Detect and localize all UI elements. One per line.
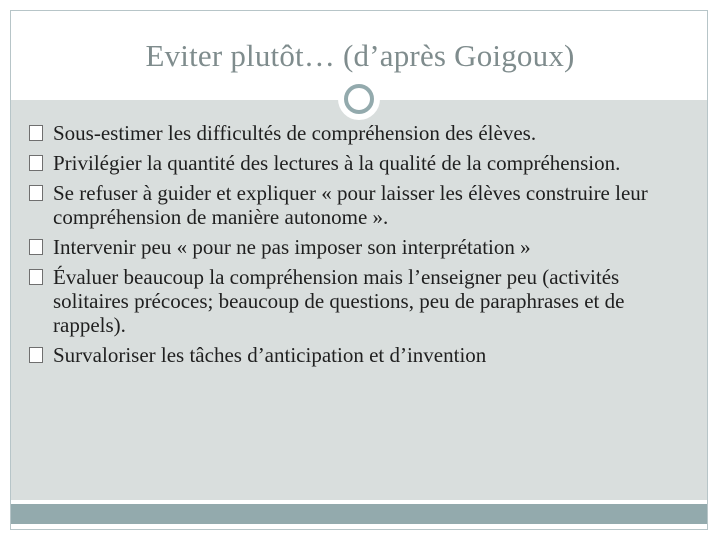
bullet-item-3 — [29, 181, 699, 229]
bullet-text: Évaluer beaucoup la compréhension mais l’enseigner peu (activités solitaires précoces; beaucoup de questions, peu de paraphrases et de rappels). — [53, 265, 625, 337]
missing-glyph-box-icon — [29, 185, 43, 201]
bottom-accent-bar — [11, 504, 707, 524]
bullet-item-2 — [29, 151, 699, 175]
bullet-text: Intervenir peu « pour ne pas imposer son interprétation » — [53, 235, 531, 259]
bullet-text: Se refuser à guider et expliquer « pour laisser les élèves construire leur compréhension de manière autonome ». — [53, 181, 648, 229]
bullet-text: Privilégier la quantité des lectures à la qualité de la compréhension. — [53, 151, 621, 175]
missing-glyph-box-icon — [29, 155, 43, 171]
bullet-list — [29, 121, 699, 373]
missing-glyph-box-icon — [29, 125, 43, 141]
missing-glyph-box-icon — [29, 347, 43, 363]
bullet-item-4 — [29, 235, 699, 259]
bullet-item-6 — [29, 343, 699, 367]
bullet-text: Sous-estimer les difficultés de compréhension des élèves. — [53, 121, 537, 145]
bullet-item-5 — [29, 265, 699, 337]
circle-ring-inner — [344, 84, 374, 114]
missing-glyph-box-icon — [29, 239, 43, 255]
bullet-item-1 — [29, 121, 699, 145]
bullet-text: Survaloriser les tâches d’anticipation et d’invention — [53, 343, 487, 367]
missing-glyph-box-icon — [29, 269, 43, 285]
circle-ring-icon — [338, 78, 380, 120]
slide-title: Eviter plutôt… (d’après Goigoux) — [145, 38, 575, 73]
